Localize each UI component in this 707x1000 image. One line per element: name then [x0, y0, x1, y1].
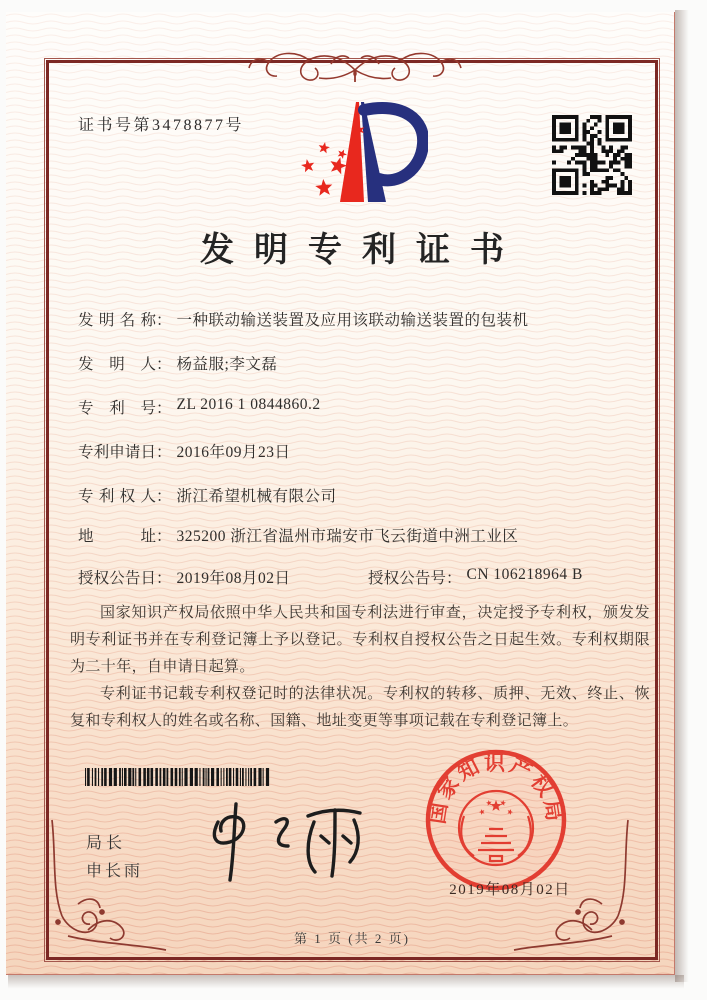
- field-value: 2019年08月02日: [176, 570, 291, 587]
- barcode-image: [84, 768, 274, 786]
- cnipa-logo-icon: [288, 100, 428, 208]
- field-patentee: 专利权人： 浙江希望机械有限公司: [78, 484, 638, 506]
- field-label: 发明人: [78, 356, 156, 373]
- field-value: 2016年09月23日: [176, 444, 291, 461]
- scan-shadow-right: [675, 10, 691, 982]
- seal-agency-text: 国家知识产权局: [424, 750, 568, 826]
- seal-date: 2019年08月02日: [449, 882, 571, 898]
- field-address: 地址： 325200 浙江省温州市瑞安市飞云街道中洲工业区: [78, 524, 638, 546]
- field-value: 杨益服;李文磊: [176, 356, 278, 373]
- certificate-paper: [6, 12, 675, 975]
- field-label: 授权公告号: [368, 570, 446, 587]
- field-label: 专利权人: [78, 488, 156, 505]
- field-label: 发明名称: [78, 312, 156, 329]
- legal-text-block: [70, 600, 650, 735]
- legal-paragraph: 专利证书记载专利权登记时的法律状况。专利权的转移、质押、无效、终止、恢复和专利权人的姓名或名称、国籍、地址变更等事项记载在专利登记簿上。: [70, 686, 650, 729]
- field-value: CN 106218964 B: [466, 566, 583, 583]
- field-label: 专利号: [78, 400, 156, 417]
- field-grant-date-and-gazette: 授权公告日： 2019年08月02日 授权公告号： CN 106218964 B: [78, 566, 583, 587]
- field-filing-date: 专利申请日： 2016年09月23日: [78, 440, 638, 462]
- director-name: 申长雨: [86, 863, 144, 880]
- qr-code-image: [552, 115, 632, 195]
- certificate-number: 证书号第3478877号: [78, 117, 245, 134]
- field-label: 地址: [78, 528, 156, 545]
- field-patent-number: 专利号： ZL 2016 1 0844860.2: [78, 396, 321, 417]
- field-invention-name: 发明名称： 一种联动输送装置及应用该联动输送装置的包装机: [78, 308, 638, 330]
- director-title: 局长: [86, 835, 127, 852]
- field-label: 专利申请日: [78, 444, 156, 461]
- field-value: 325200 浙江省温州市瑞安市飞云街道中洲工业区: [176, 528, 519, 545]
- legal-paragraph: 国家知识产权局依照中华人民共和国专利法进行审查，决定授予专利权，颁发发明专利证书并在专利登记簿上予以登记。专利权自授权公告之日起生效。专利权期限为二十年，自申请日起算。: [70, 605, 650, 675]
- field-value: 一种联动输送装置及应用该联动输送装置的包装机: [176, 312, 529, 329]
- page-number: 第 1 页 (共 2 页): [294, 931, 410, 946]
- field-label: 授权公告日: [78, 570, 156, 587]
- certificate-title: 发明专利证书: [200, 232, 524, 269]
- field-value: ZL 2016 1 0844860.2: [176, 396, 321, 413]
- field-inventors: 发明人： 杨益服;李文磊: [78, 352, 638, 374]
- field-value: 浙江希望机械有限公司: [176, 488, 337, 505]
- logo-blue-spire: [361, 102, 386, 202]
- director-signature-handwriting: [192, 792, 382, 892]
- field-gazette-number: 授权公告号： CN 106218964 B: [368, 566, 583, 587]
- scan-shadow-bottom: [8, 975, 684, 991]
